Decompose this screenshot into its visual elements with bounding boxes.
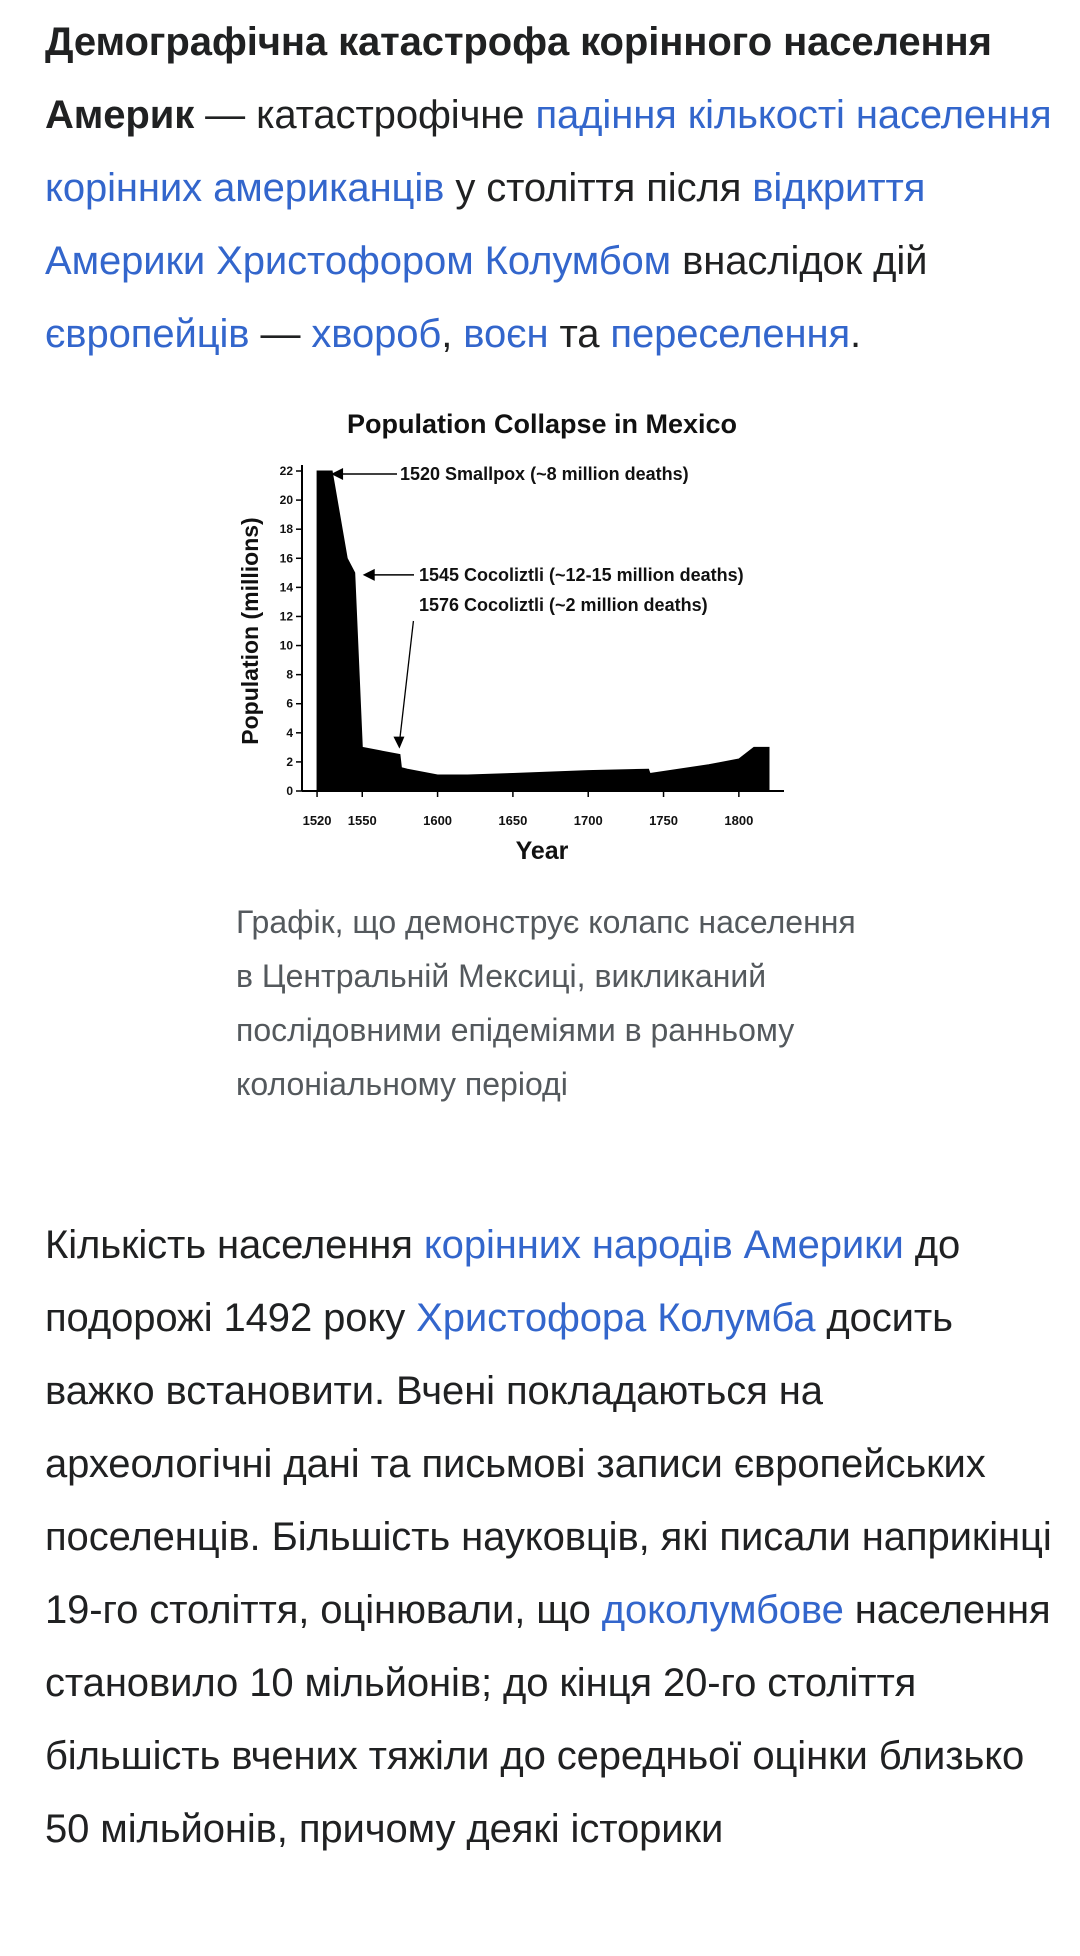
text-span: до подорожі 1492 року xyxy=(45,1223,961,1340)
y-tick-label: 14 xyxy=(279,580,293,595)
y-tick-label: 22 xyxy=(279,464,293,478)
x-tick-label: 1800 xyxy=(724,813,754,828)
text-span: — катастрофічне xyxy=(194,93,536,137)
annotation-arrow-line xyxy=(399,621,413,743)
text-span: та xyxy=(548,312,611,356)
y-tick-label: 2 xyxy=(286,754,293,769)
population-chart-image[interactable] xyxy=(232,401,852,871)
article-content xyxy=(45,6,1055,1866)
x-tick-label: 1700 xyxy=(573,813,603,828)
y-tick-label: 18 xyxy=(279,522,293,537)
chart-title: Population Collapse in Mexico xyxy=(346,409,738,439)
text-span: населення становило 10 мільйонів; до кінця 20-го століття більшість вчених тяжіли до середньої оцінки близько 50 мільйонів, причому деякі історики xyxy=(45,1588,1051,1851)
text-span: Кількість населення xyxy=(45,1223,424,1267)
y-tick-label: 4 xyxy=(286,725,293,740)
x-tick-label: 1520 xyxy=(302,813,332,828)
y-tick-label: 8 xyxy=(286,667,293,682)
y-tick-label: 0 xyxy=(286,784,293,798)
y-tick-label: 6 xyxy=(286,696,293,711)
link-indigenous-peoples[interactable]: корінних народів Америки xyxy=(423,1223,904,1267)
y-tick-label: 20 xyxy=(279,493,293,508)
annotation-cocoliztli-1545: 1545 Cocoliztli (~12-15 million deaths) xyxy=(419,564,744,585)
x-tick-label: 1650 xyxy=(498,813,528,828)
annotation-smallpox: 1520 Smallpox (~8 million deaths) xyxy=(400,464,689,484)
bold-title: Демографічна катастрофа корінного населення Америк xyxy=(45,20,992,137)
y-tick-label: 16 xyxy=(279,551,293,566)
link-diseases[interactable]: хвороб xyxy=(311,312,442,356)
x-axis-label: Year xyxy=(515,837,569,865)
text-span: досить важко встановити. Вчені покладаються на археологічні дані та письмові записи європейських поселенців. Більшість науковців, які писали наприкінці 19-го століття, оцінювали, що xyxy=(45,1296,1052,1632)
annotation-cocoliztli-1576: 1576 Cocoliztli (~2 million deaths) xyxy=(419,595,708,615)
text-span: . xyxy=(850,312,862,356)
y-tick-label: 12 xyxy=(279,609,293,624)
x-tick-label: 1600 xyxy=(423,813,453,828)
intro-paragraph xyxy=(45,6,1055,371)
population-area xyxy=(317,471,769,791)
link-population-decline[interactable]: падіння кількості населення корінних американців xyxy=(45,93,1052,210)
link-christopher-columbus[interactable]: Христофора Колумба xyxy=(416,1296,816,1340)
text-span: — xyxy=(249,312,312,356)
link-resettlement[interactable]: переселення xyxy=(610,312,851,356)
text-span: внаслідок дій xyxy=(671,239,928,283)
figure-caption: Графік, що демонструє колапс населення в Центральній Мексиці, викликаний послідовними епідеміями в ранньому колоніальному періоді xyxy=(236,904,856,1102)
y-axis-label: Population (millions) xyxy=(237,517,263,745)
annotation-arrowhead xyxy=(393,737,404,749)
link-pre-columbian[interactable]: доколумбове xyxy=(601,1588,844,1632)
x-tick-label: 1750 xyxy=(649,813,678,828)
body-paragraph xyxy=(45,1209,1055,1866)
text-span: , xyxy=(441,312,464,356)
link-discovery-of-america[interactable]: відкриття Америки Христофором Колумбом xyxy=(45,166,926,283)
x-tick-label: 1550 xyxy=(347,813,377,828)
figure xyxy=(0,371,1080,1209)
link-wars[interactable]: воєн xyxy=(463,312,549,356)
link-europeans[interactable]: європейців xyxy=(45,312,250,356)
y-tick-label: 10 xyxy=(279,638,293,653)
annotation-arrowhead xyxy=(363,569,375,581)
text-span: у століття після xyxy=(444,166,753,210)
